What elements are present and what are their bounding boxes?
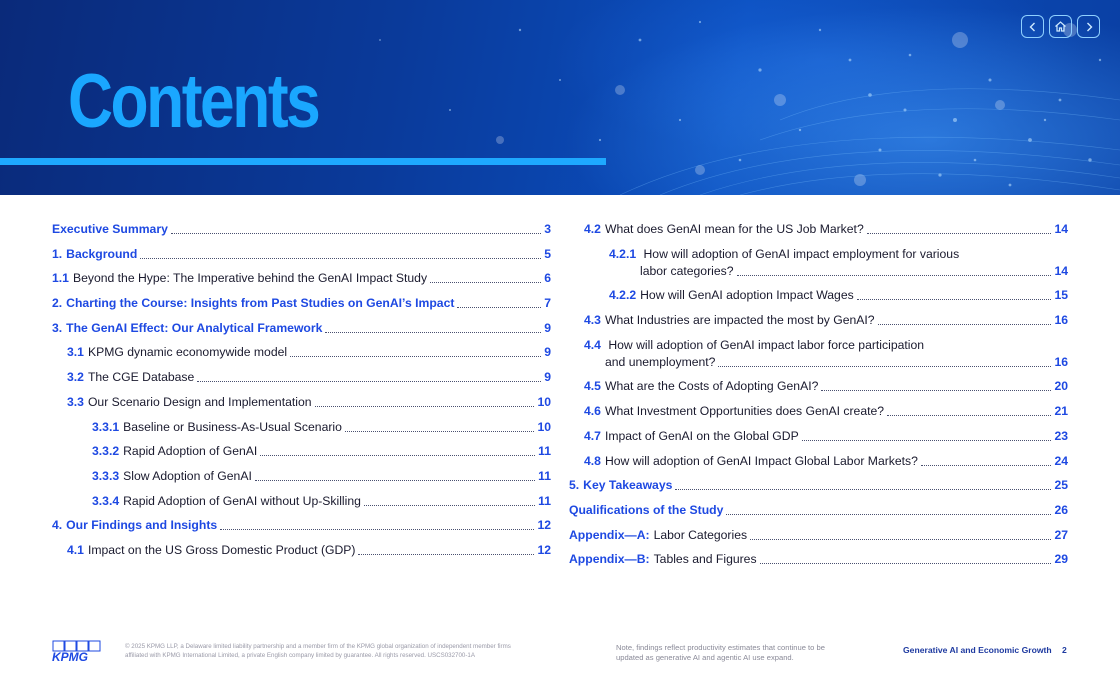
toc-entry-3-2[interactable]: 3.2 The CGE Database 9: [67, 370, 551, 385]
toc-left-column: [52, 221, 551, 567]
toc-entry-3-3-3[interactable]: 3.3.3 Slow Adoption of GenAI 11: [92, 468, 551, 483]
toc-entry-4-1[interactable]: 4.1 Impact on the US Gross Domestic Product (GDP) 12: [67, 542, 551, 557]
toc-entry-3-3-1[interactable]: 3.3.1 Baseline or Business-As-Usual Scenario 10: [92, 419, 551, 434]
home-button[interactable]: [1049, 15, 1072, 38]
next-page-button[interactable]: [1077, 15, 1100, 38]
page-number: 2: [1062, 645, 1067, 655]
toc-entry-1-1[interactable]: 1.1 Beyond the Hype: The Imperative behind the GenAI Impact Study 6: [52, 271, 551, 286]
svg-text:KPMG: KPMG: [52, 650, 88, 662]
previous-page-button[interactable]: [1021, 15, 1044, 38]
toc-entry-4-2-1[interactable]: 4.2.1 How will adoption of GenAI impact employment for various labor categories? 14: [609, 246, 1068, 278]
toc-right-column: [569, 221, 1068, 576]
footer-note: Note, findings reflect productivity estimates that continue to be updated as generative AI and agentic AI use expand.: [616, 643, 825, 662]
home-icon: [1054, 20, 1067, 33]
kpmg-logo: [52, 640, 104, 662]
toc-entry-4-7[interactable]: 4.7 Impact of GenAI on the Global GDP 23: [584, 428, 1068, 443]
page-navigation: [1021, 15, 1100, 38]
toc-entry-3-1[interactable]: 3.1 KPMG dynamic economywide model 9: [67, 345, 551, 360]
toc-entry-3-3[interactable]: 3.3 Our Scenario Design and Implementation 10: [67, 394, 551, 409]
toc-entry-appendix-a[interactable]: Appendix—A: Labor Categories 27: [569, 527, 1068, 542]
document-title: Generative AI and Economic Growth: [903, 645, 1052, 655]
toc-entry-4-2-2[interactable]: 4.2.2 How will GenAI adoption Impact Wages 15: [609, 288, 1068, 303]
footer-legal-text: © 2025 KPMG LLP, a Delaware limited liability partnership and a member firm of the KPMG global organization of independent member firms affiliated with KPMG International Limited, a private English company limited by guarantee. All rights reserved. USCS032700-1A: [125, 643, 511, 659]
toc-entry-genai-effect[interactable]: 3. The GenAI Effect: Our Analytical Framework 9: [52, 320, 551, 335]
toc-entry-4-6[interactable]: 4.6 What Investment Opportunities does GenAI create? 21: [584, 404, 1068, 419]
toc-entry-appendix-b[interactable]: Appendix—B: Tables and Figures 29: [569, 552, 1068, 567]
toc-entry-qualifications[interactable]: Qualifications of the Study 26: [569, 502, 1068, 517]
page-title: Contents: [68, 59, 319, 144]
header-banner: [0, 0, 1120, 195]
toc-entry-3-3-4[interactable]: 3.3.4 Rapid Adoption of GenAI without Up-Skilling 11: [92, 493, 551, 508]
toc-entry-4-8[interactable]: 4.8 How will adoption of GenAI Impact Global Labor Markets? 24: [584, 453, 1068, 468]
toc-entry-key-takeaways[interactable]: 5. Key Takeaways 25: [569, 478, 1068, 493]
toc-entry-4-3[interactable]: 4.3 What Industries are impacted the most by GenAI? 16: [584, 313, 1068, 328]
toc-entry-charting-the-course[interactable]: 2. Charting the Course: Insights from Past Studies on GenAI’s Impact 7: [52, 296, 551, 311]
toc-entry-findings[interactable]: 4. Our Findings and Insights 12: [52, 518, 551, 533]
toc-entry-4-5[interactable]: 4.5 What are the Costs of Adopting GenAI? 20: [584, 379, 1068, 394]
toc-entry-4-4[interactable]: 4.4 How will adoption of GenAI impact labor force participation and unemployment? 16: [584, 337, 1068, 369]
title-underline: [0, 158, 606, 165]
chevron-right-icon: [1083, 21, 1095, 33]
toc-entry-background[interactable]: 1. Background 5: [52, 246, 551, 261]
toc-entry-3-3-2[interactable]: 3.3.2 Rapid Adoption of GenAI 11: [92, 444, 551, 459]
toc-entry-executive-summary[interactable]: Executive Summary 3: [52, 222, 551, 236]
chevron-left-icon: [1027, 21, 1039, 33]
toc-entry-4-2[interactable]: 4.2 What does GenAI mean for the US Job Market? 14: [584, 222, 1068, 236]
